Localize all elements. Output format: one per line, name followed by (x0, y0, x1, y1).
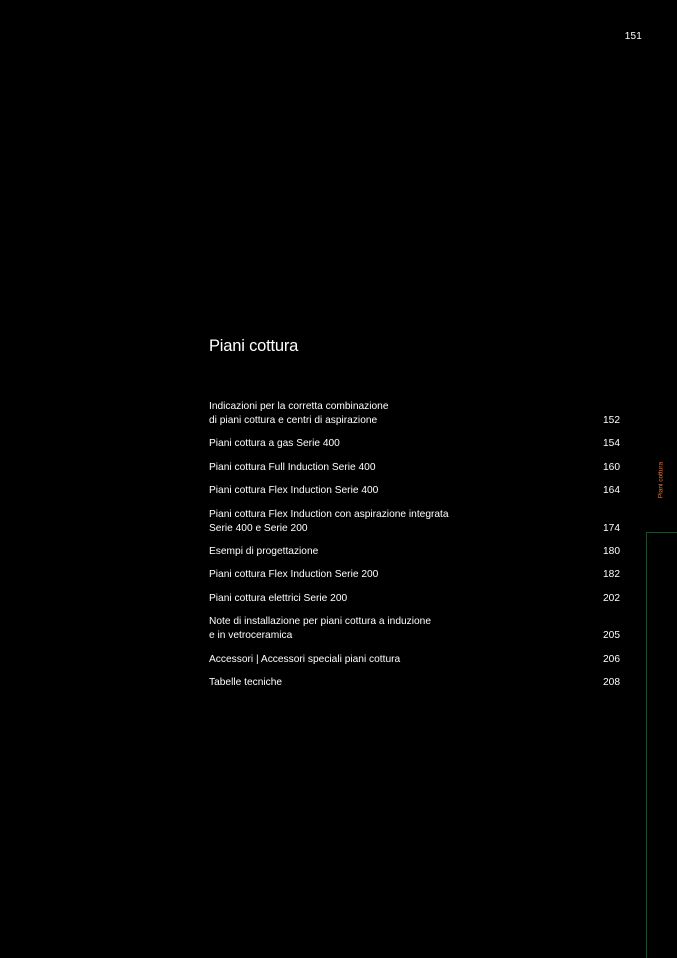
toc-entry[interactable] (209, 461, 620, 475)
toc-entry-title-line: Piani cottura elettrici Serie 200 (209, 592, 348, 604)
toc-entry-page: 152 (603, 415, 620, 426)
toc-entry-title-line: Piani cottura Flex Induction Serie 400 (209, 485, 379, 497)
table-of-contents (209, 400, 620, 699)
toc-entry-page: 202 (603, 592, 620, 604)
toc-entry-title (209, 653, 400, 667)
toc-entry-page: 174 (603, 522, 620, 534)
side-tab[interactable] (655, 458, 667, 502)
section-title: Piani cottura (209, 337, 299, 355)
toc-entry-page: 154 (603, 438, 620, 450)
toc-entry-title (209, 400, 389, 428)
toc-entry-title-line: Piani cottura a gas Serie 400 (209, 438, 340, 450)
edge-rule-horizontal (646, 532, 677, 533)
page-number: 151 (624, 31, 642, 42)
toc-entry-page: 164 (603, 485, 620, 497)
toc-entry-title-line: e in vetroceramica (209, 630, 293, 642)
toc-entry-page: 160 (603, 461, 620, 473)
toc-entry-title-line: Note di installazione per piani cottura a induzione (209, 616, 432, 628)
toc-entry-title (209, 508, 449, 536)
toc-entry-title-line: Piani cottura Full Induction Serie 400 (209, 461, 376, 473)
toc-entry-title (209, 592, 347, 606)
toc-entry-title-line: Indicazioni per la corretta combinazione (209, 401, 389, 412)
toc-entry-title (209, 615, 431, 643)
toc-entry-title-line: Accessori | Accessori speciali piani cottura (209, 653, 401, 665)
toc-entry-title-line: Esempi di progettazione (209, 545, 319, 557)
toc-entry-title-line: Piani cottura Flex Induction Serie 200 (209, 569, 379, 581)
toc-entry[interactable] (209, 592, 620, 606)
toc-entry-title-line: di piani cottura e centri di aspirazione (209, 415, 378, 426)
toc-entry-page: 206 (603, 653, 620, 665)
toc-entry-page: 205 (603, 630, 620, 642)
toc-entry[interactable] (209, 437, 620, 451)
toc-entry-title-line: Piani cottura Flex Induction con aspirazione integrata (209, 508, 449, 520)
toc-entry-title (209, 545, 318, 559)
toc-entry[interactable] (209, 568, 620, 582)
toc-entry[interactable] (209, 653, 620, 667)
toc-entry-title (209, 461, 376, 475)
toc-entry-page: 182 (603, 569, 620, 581)
toc-entry[interactable] (209, 508, 620, 536)
toc-entry-page: 208 (603, 676, 620, 688)
toc-entry[interactable] (209, 484, 620, 498)
toc-entry[interactable] (209, 615, 620, 643)
edge-rule-vertical (646, 532, 647, 958)
toc-entry-title (209, 568, 378, 582)
side-tab-label: Piani cottura (657, 461, 665, 499)
toc-entry[interactable] (209, 400, 620, 428)
toc-entry-title-line: Serie 400 e Serie 200 (209, 522, 308, 534)
toc-entry-title (209, 437, 340, 451)
toc-entry-title (209, 484, 378, 498)
toc-entry[interactable] (209, 545, 620, 559)
toc-entry-title-line: Tabelle tecniche (209, 676, 283, 688)
toc-entry[interactable] (209, 676, 620, 690)
toc-entry-page: 180 (603, 545, 620, 557)
toc-entry-title (209, 676, 282, 690)
